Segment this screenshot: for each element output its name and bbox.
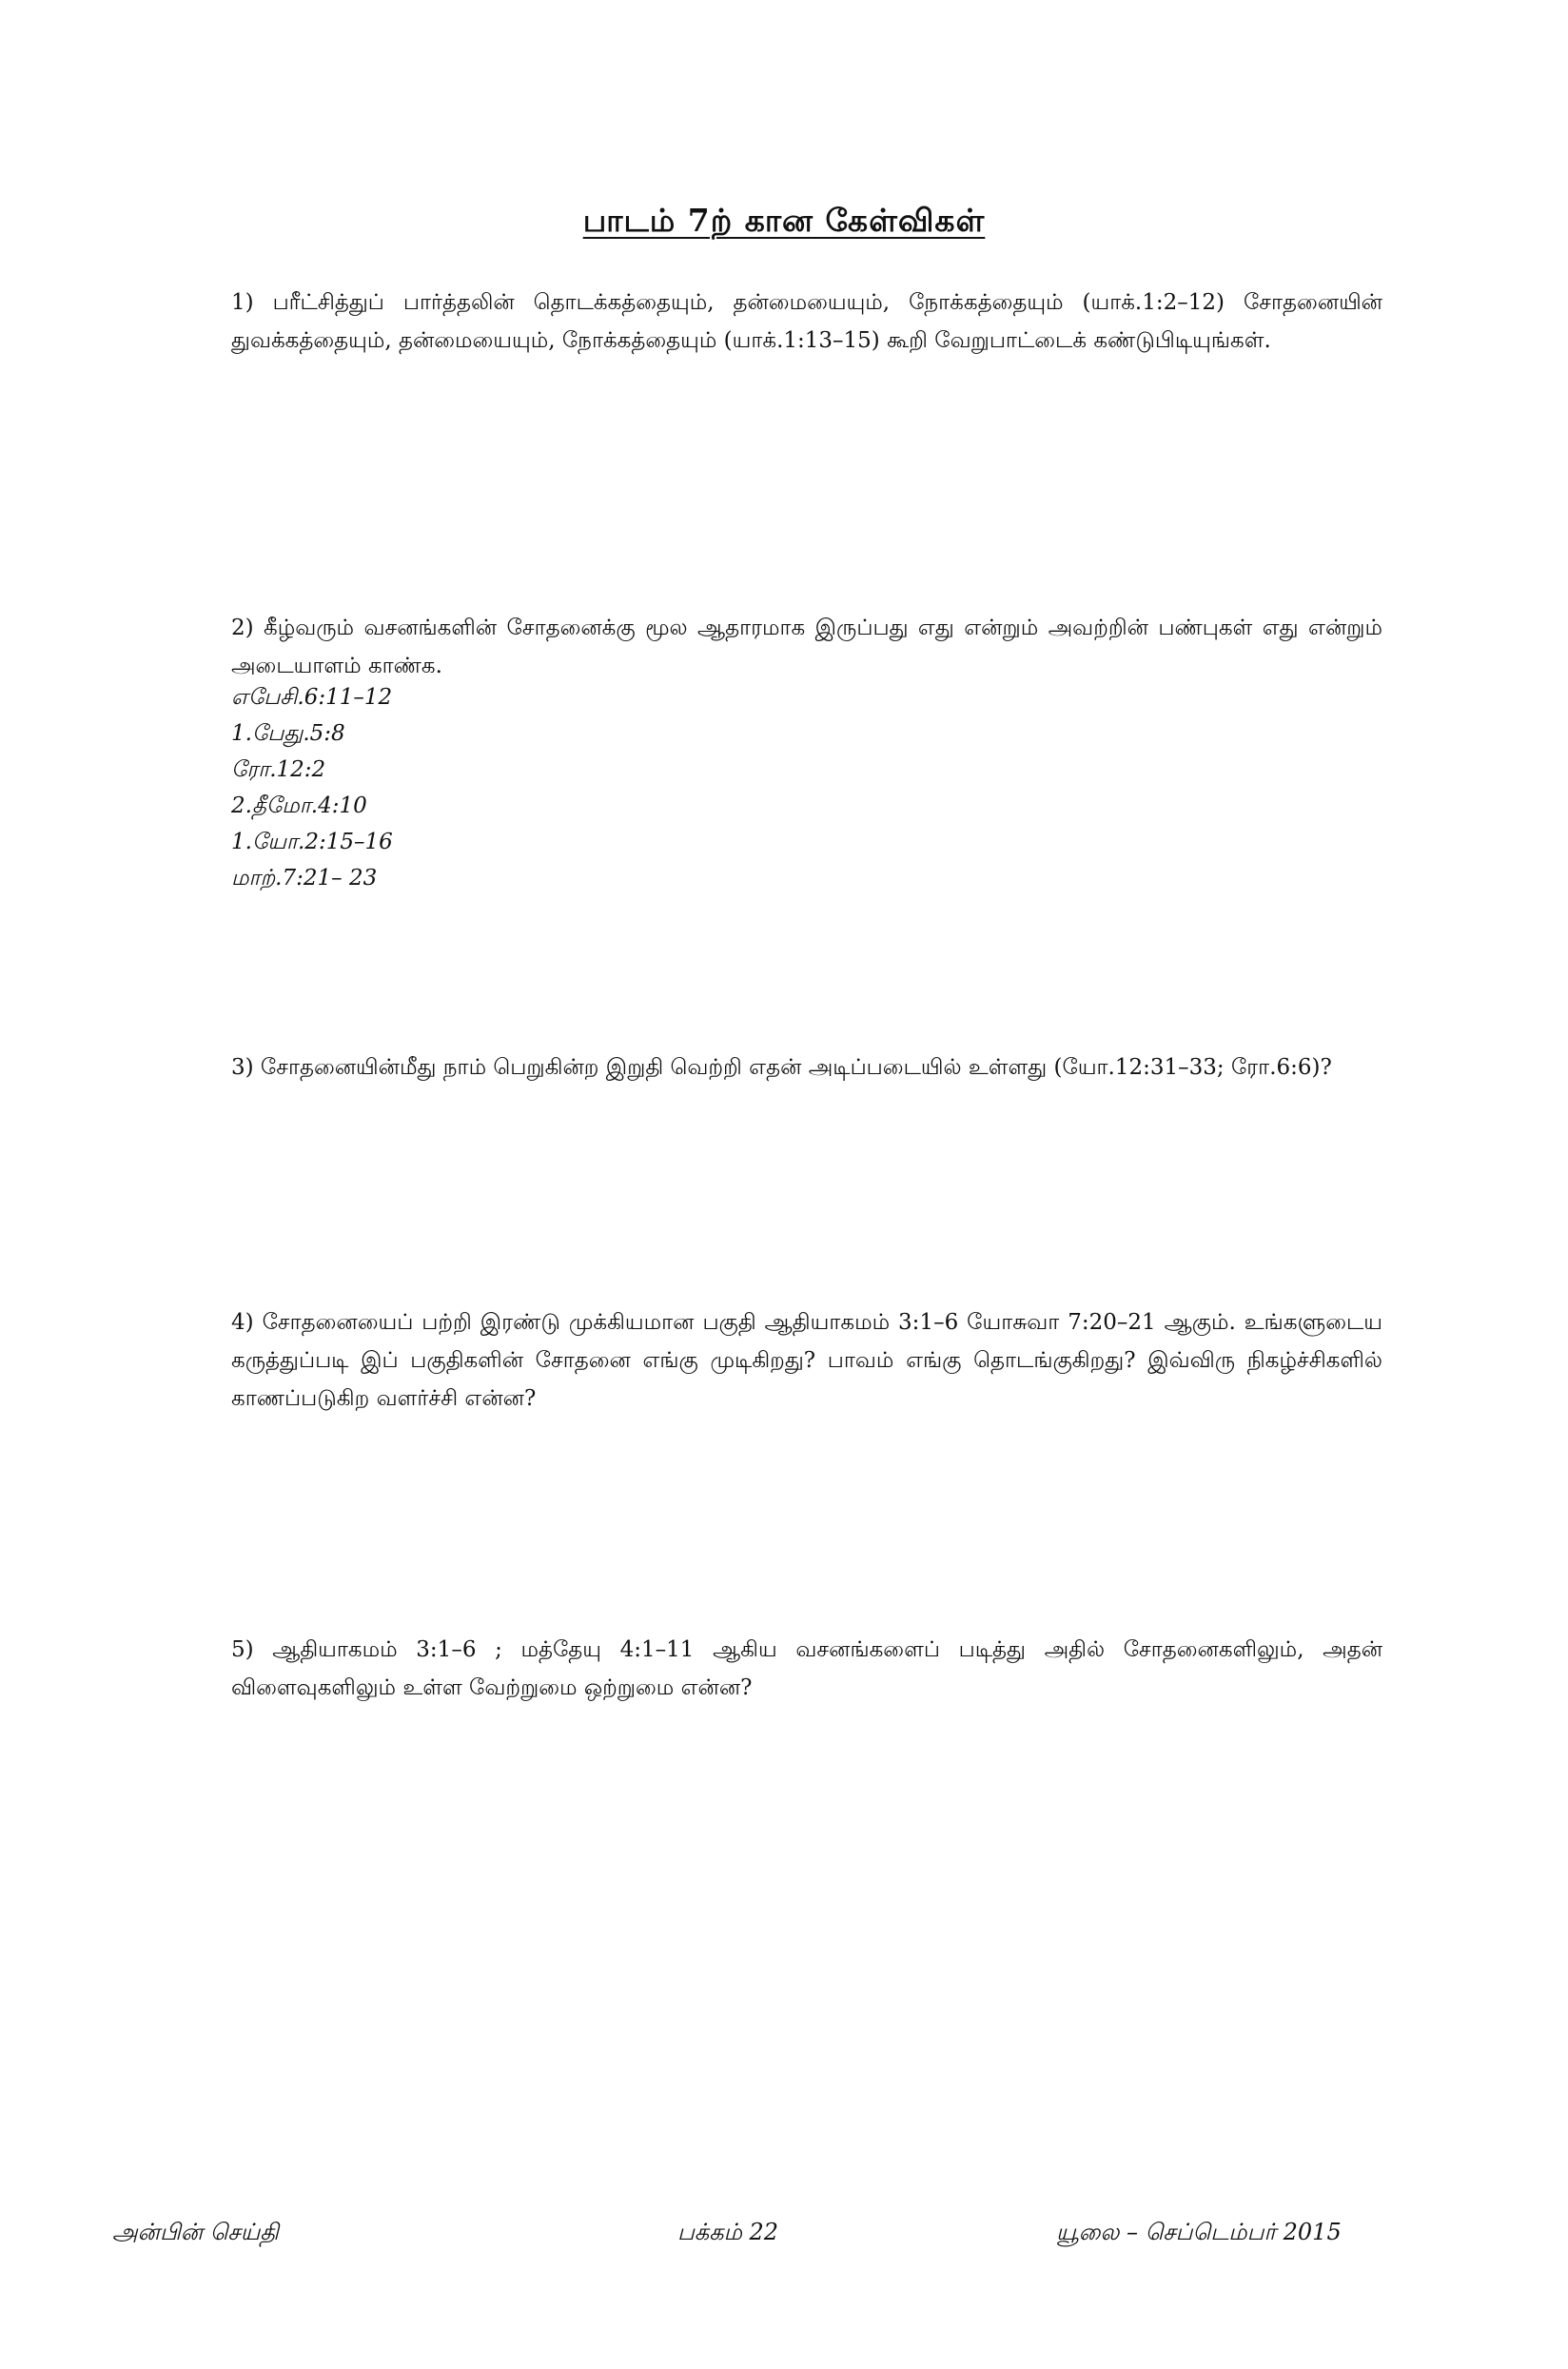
footer-page-number: பக்கம் 22 — [677, 2219, 779, 2245]
reference-item: 1.பேது.5:8 — [231, 721, 345, 746]
reference-item: 1.யோ.2:15–16 — [231, 830, 393, 854]
question-5: 5) ஆதியாகமம் 3:1–6 ; மத்தேயு 4:1–11 ஆகிய வசனங்களைப் படித்து அதில் சோதனைகளிலும், அதன் விளைவுகளிலும் உள்ள வேற்றுமை ஒற்றுமை என்ன? — [231, 1637, 1382, 1700]
reference-item: எபேசி.6:11–12 — [231, 685, 393, 710]
reference-item: மாற்.7:21– 23 — [231, 866, 378, 891]
reference-item: ரோ.12:2 — [231, 757, 326, 782]
footer-publication-name: அன்பின் செய்தி — [112, 2219, 279, 2245]
question-2: 2) கீழ்வரும் வசனங்களின் சோதனைக்கு மூல ஆதாரமாக இருப்பது எது என்றும் அவற்றின் பண்புகள் எது என்றும் அடையாளம் காண்க. — [231, 616, 1382, 678]
question-1: 1) பரீட்சித்துப் பார்த்தலின் தொடக்கத்தையும், தன்மையையும், நோக்கத்தையும் (யாக்.1:2–12) சோதனையின் துவக்கத்தையும், தன்மையையும், நோக்கத்தையும் (யாக்.1:13–15) கூறி வேறுபாட்டைக் கண்டுபிடியுங்கள். — [231, 290, 1382, 353]
question-4: 4) சோதனையைப் பற்றி இரண்டு முக்கியமான பகுதி ஆதியாகமம் 3:1–6 யோசுவா 7:20–21 ஆகும். உங்களுடைய கருத்துப்படி இப் பகுதிகளின் சோதனை எங்கு முடிகிறது? பாவம் எங்கு தொடங்குகிறது? இவ்விரு நிகழ்ச்சிகளில் காணப்படுகிற வளர்ச்சி என்ன? — [231, 1310, 1382, 1411]
question-2-reference-list — [231, 679, 897, 896]
page-title: பாடம் 7ற் கான கேள்விகள் — [582, 202, 986, 239]
question-3: 3) சோதனையின்மீது நாம் பெறுகின்ற இறுதி வெற்றி எதன் அடிப்படையில் உள்ளது (யோ.12:31–33; ரோ.6:6)? — [231, 1055, 1332, 1080]
reference-item: 2.தீமோ.4:10 — [231, 793, 367, 818]
footer-issue-date: யூலை – செப்டெம்பர் 2015 — [1056, 2219, 1342, 2245]
